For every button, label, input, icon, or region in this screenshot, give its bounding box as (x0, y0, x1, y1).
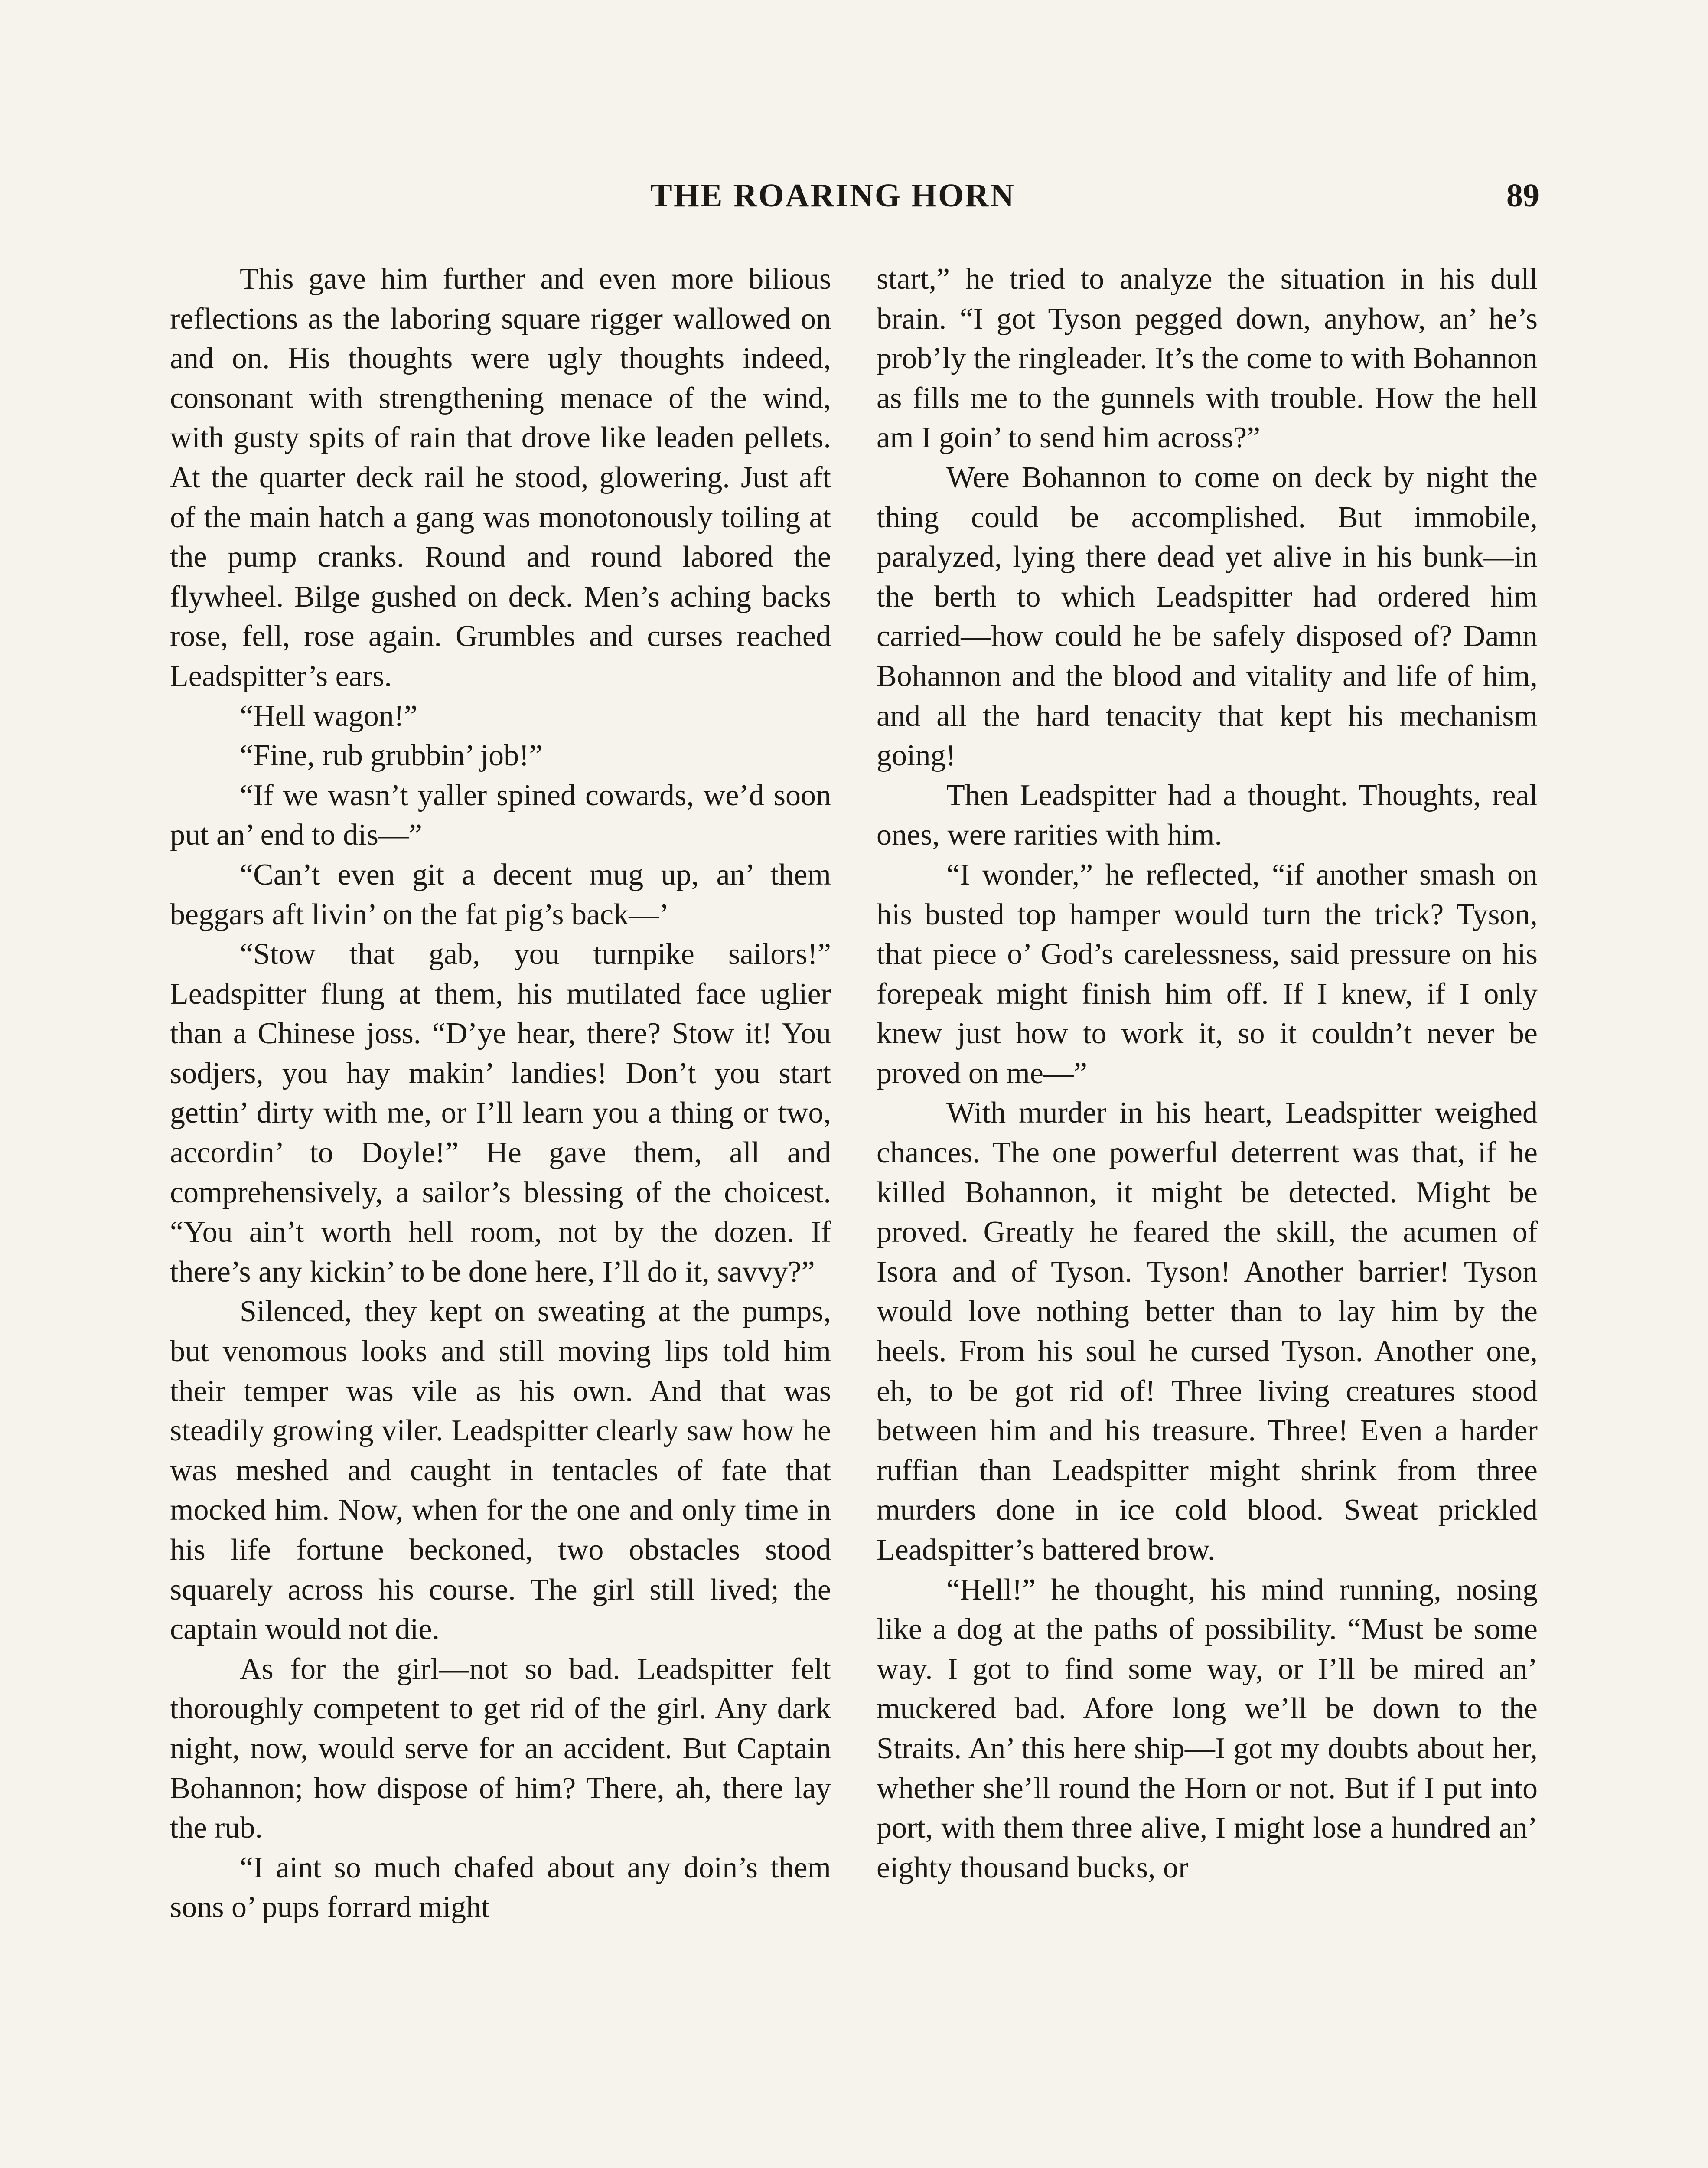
paragraph: “Hell!” he thought, his mind running, nosing like a dog at the paths of possibility. “Must be some way. I got to find some way, or I’ll be mired an’ muckered bad. Afore long we’ll be down to the Straits. An’ this here ship—I got my doubts about her, whether she’ll round the Horn or not. But if I put into port, with them three alive, I might lose a hundred an’ eighty thousand bucks, or (877, 1573, 1538, 1884)
text-column-left (170, 259, 831, 1927)
paragraph: “If we wasn’t yaller spined cowards, we’d soon put an’ end to dis—” (170, 778, 831, 852)
paragraph: As for the girl—not so bad. Leadspitter felt thoroughly competent to get rid of the girl. Any dark night, now, would serve for an accident. But Captain Bohannon; how dispose of him? There, ah, there lay the rub. (170, 1652, 831, 1845)
paragraph: Silenced, they kept on sweating at the pumps, but venomous looks and still moving lips told him their temper was vile as his own. And that was steadily growing viler. Leadspitter clearly saw how he was meshed and caught in tentacles of fate that mocked him. Now, when for the one and only time in his life fortune beckoned, two obstacles stood squarely across his course. The girl still lived; the captain would not die. (170, 1295, 831, 1646)
page-number: 89 (1506, 177, 1539, 214)
text-column-right (877, 259, 1538, 1887)
paragraph: “Hell wagon!” (240, 699, 418, 733)
paragraph: Were Bohannon to come on deck by night the thing could be accomplished. But immobile, paralyzed, lying there dead yet alive in his bunk—in the berth to which Leadspitter had ordered him carried—how could he be safely disposed of? Damn Bohannon and the blood and vitality and life of him, and all the hard tenacity that kept his mechanism going! (877, 460, 1538, 773)
paragraph: Then Leadspitter had a thought. Thoughts, real ones, were rarities with him. (877, 778, 1538, 852)
paragraph: “Can’t even git a decent mug up, an’ them beggars aft livin’ on the fat pig’s back—’ (170, 858, 831, 931)
paragraph: “I wonder,” he reflected, “if another smash on his busted top hamper would turn the trick? Tyson, that piece o’ God’s carelessness, said pressure on his forepeak might finish him off. If I knew, if I only knew just how to work it, so it couldn’t never be proved on me—” (877, 858, 1538, 1090)
paragraph: “Stow that gab, you turnpike sailors!” Leadspitter flung at them, his mutilated face uglier than a Chinese joss. “D’ye hear, there? Stow it! You sodjers, you hay makin’ landies! Don’t you start gettin’ dirty with me, or I’ll learn you a thing or two, accordin’ to Doyle!” He gave them, all and comprehensively, a sailor’s blessing of the choicest. “You ain’t worth hell room, not by the dozen. If there’s any kickin’ to be done here, I’ll do it, savvy?” (170, 937, 831, 1289)
paragraph-continued: start,” he tried to analyze the situation in his dull brain. “I got Tyson pegged down, anyhow, an’ he’s prob’ly the ringleader. It’s the come to with Bohannon as fills me to the gunnels with trouble. How the hell am I goin’ to send him across?” (877, 262, 1538, 455)
paragraph: “Fine, rub grubbin’ job!” (240, 739, 543, 773)
running-header (0, 177, 1708, 225)
paragraph: This gave him further and even more bilious reflections as the laboring square rigger wallowed on and on. His thoughts were ugly thoughts indeed, consonant with strengthening menace of the wind, with gusty spits of rain that drove like leaden pellets. At the quarter deck rail he stood, glowering. Just aft of the main hatch a gang was monotonously toiling at the pump cranks. Round and round labored the flywheel. Bilge gushed on deck. Men’s aching backs rose, fell, rose again. Grumbles and curses reached Leadspitter’s ears. (170, 262, 831, 693)
running-title: THE ROARING HORN (650, 177, 1015, 214)
paragraph: “I aint so much chafed about any doin’s them sons o’ pups forrard might (170, 1851, 831, 1924)
paragraph: With murder in his heart, Leadspitter weighed chances. The one powerful deterrent was that, if he killed Bohannon, it might be detected. Might be proved. Greatly he feared the skill, the acumen of Isora and of Tyson. Tyson! Another barrier! Tyson would love nothing better than to lay him by the heels. From his soul he cursed Tyson. Another one, eh, to be got rid of! Three living creatures stood between him and his treasure. Three! Even a harder ruffian than Leadspitter might shrink from three murders done in ice cold blood. Sweat prickled Leadspitter’s battered brow. (877, 1096, 1538, 1567)
